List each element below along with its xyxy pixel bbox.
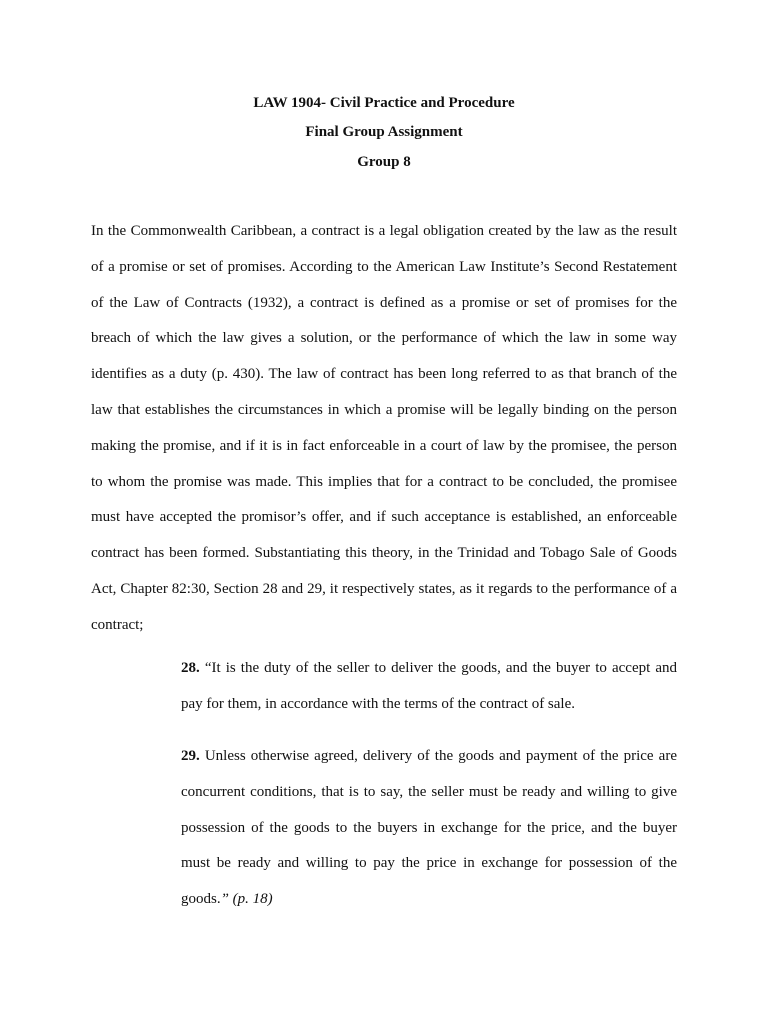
quote-section-29 (181, 739, 677, 918)
quote-number: 28. (181, 660, 200, 676)
quote-section-28 (181, 651, 677, 723)
group-label: Group 8 (357, 154, 411, 170)
quote-number: 29. (181, 748, 200, 764)
course-title: LAW 1904- Civil Practice and Procedure (253, 95, 515, 111)
quote-text: Unless otherwise agreed, delivery of the goods and payment of the price are concurrent conditions, that is to say, the seller must be ready and willing to give possession of the goods to the buyers in exchange for the price, and the buyer must be ready and willing to pay the price in exchange for possession of the goods. (181, 748, 677, 908)
body-paragraph: In the Commonwealth Caribbean, a contract is a legal obligation created by the law as the result of a promise or set of promises. According to the American Law Institute’s Second Restatement of the Law of Contracts (1932), a contract is defined as a promise or set of promises for the breach of which the law gives a solution, or the performance of which the law in some way identifies as a duty (p. 430). The law of contract has been long referred to as that branch of the law that establishes the circumstances in which a promise will be legally binding on the person making the promise, and if it is in fact enforceable in a court of law by the promisee, the person to whom the promise was made. This implies that for a contract to be concluded, the promisee must have accepted the promisor’s offer, and if such acceptance is established, an enforceable contract has been formed. Substantiating this theory, in the Trinidad and Tobago Sale of Goods Act, Chapter 82:30, Section 28 and 29, it respectively states, as it regards to the performance of a contract; (91, 223, 677, 633)
assignment-title: Final Group Assignment (305, 124, 463, 140)
quote-text: “It is the duty of the seller to deliver the goods, and the buyer to accept and pay for them, in accordance with the terms of the contract of sale. (181, 660, 677, 712)
quote-citation: ” (p. 18) (220, 891, 273, 908)
